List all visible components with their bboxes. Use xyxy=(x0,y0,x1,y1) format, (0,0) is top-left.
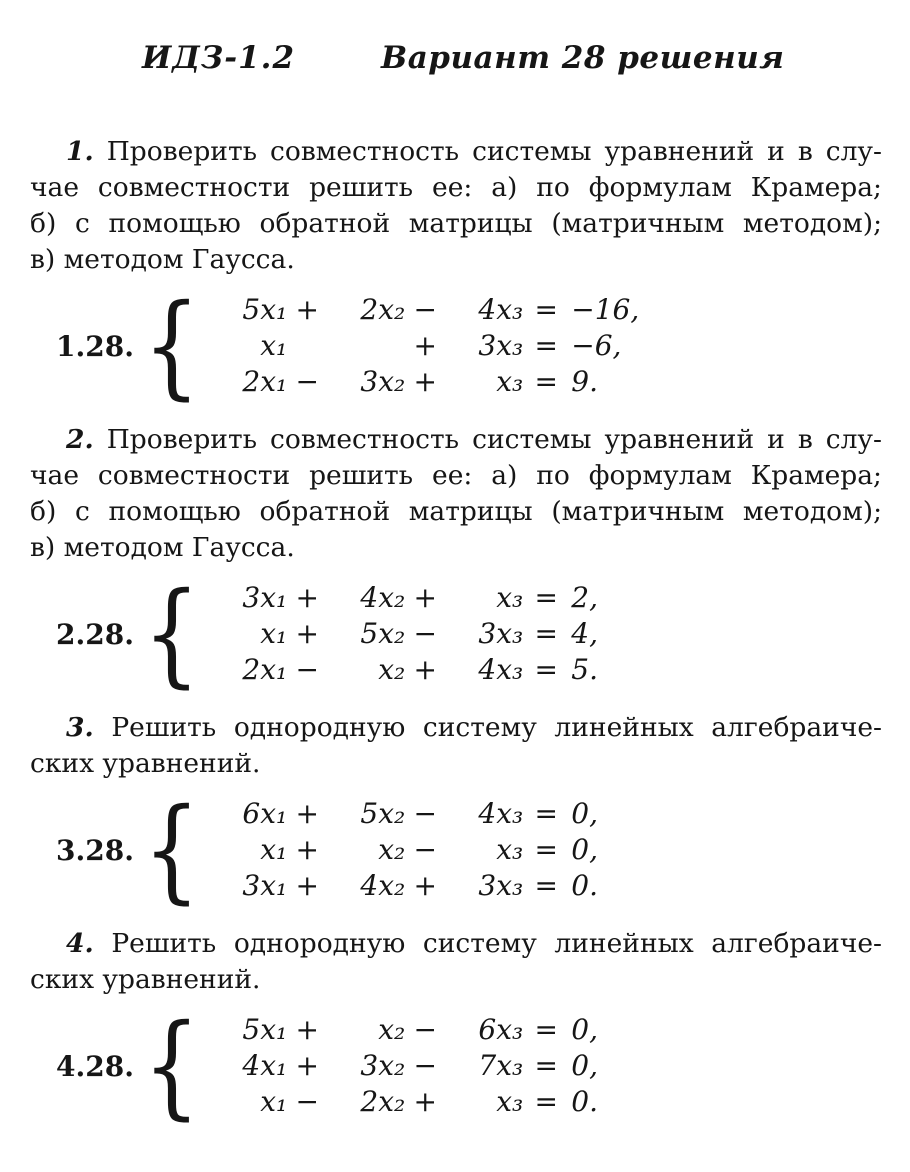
equation-cell: 4x₃ xyxy=(478,653,524,686)
problem-2-statement xyxy=(30,422,882,566)
equation-cell: 2x₁ xyxy=(242,653,288,686)
equation-cell: x₁ xyxy=(260,617,288,650)
equation-cell: 7x₃ xyxy=(478,1049,524,1082)
system-3-28 xyxy=(56,785,882,915)
equation-cell: 4x₂ xyxy=(360,869,406,902)
equation-cell: 3x₂ xyxy=(360,365,406,398)
equation-cell: − xyxy=(295,653,319,686)
equation-cell: + xyxy=(295,581,319,614)
equation-cell: − xyxy=(413,293,437,326)
equation-cell: 5x₂ xyxy=(360,797,406,830)
curly-brace-icon: { xyxy=(143,785,201,915)
paragraph-text: Решить однородную систему линейных алгебраиче- xyxy=(111,928,882,959)
equation-cell: + xyxy=(295,1049,319,1082)
equation-cell: x₂ xyxy=(378,833,406,866)
equation-cell: 5x₂ xyxy=(360,617,406,650)
paragraph-text: Проверить совместность системы уравнений и в слу- xyxy=(106,424,882,455)
equation-cell: 3x₃ xyxy=(478,869,524,902)
equation-cell: − xyxy=(413,1013,437,1046)
equation-cell: x₃ xyxy=(496,833,524,866)
equation-cell: − xyxy=(413,833,437,866)
document-header xyxy=(30,40,882,76)
equation-cell: + xyxy=(413,1085,437,1118)
equation-cell: 0. xyxy=(571,1085,598,1118)
equation-grid xyxy=(209,796,669,904)
equation-cell: 3x₃ xyxy=(478,617,524,650)
system-1-28 xyxy=(56,281,882,411)
equation-cell: 6x₁ xyxy=(242,797,288,830)
equation-cell: + xyxy=(295,833,319,866)
system-2-28 xyxy=(56,569,882,699)
equation-cell: 9. xyxy=(571,365,598,398)
equation-cell: = xyxy=(534,797,558,830)
equation-cell: + xyxy=(413,869,437,902)
equation-cell: = xyxy=(534,293,558,326)
equation-cell: 0, xyxy=(571,1049,598,1082)
equation-cell: = xyxy=(534,869,558,902)
equation-cell: 4x₂ xyxy=(360,581,406,614)
equation-cell: 4x₃ xyxy=(478,797,524,830)
equation-cell: + xyxy=(413,329,437,362)
equation-cell: 3x₁ xyxy=(242,869,288,902)
curly-brace-icon: { xyxy=(143,1001,201,1131)
equation-cell: 4x₃ xyxy=(478,293,524,326)
equation-cell: x₂ xyxy=(378,1013,406,1046)
equation-cell: 2x₂ xyxy=(360,293,406,326)
equation-cell: + xyxy=(295,869,319,902)
equation-cell: − xyxy=(413,797,437,830)
equation-cell: x₁ xyxy=(260,329,288,362)
equation-cell: + xyxy=(295,617,319,650)
equation-cell: = xyxy=(534,653,558,686)
problem-3-statement xyxy=(30,710,882,782)
equation-cell: 2x₂ xyxy=(360,1085,406,1118)
equation-cell: = xyxy=(534,329,558,362)
paragraph-line: б) с помощью обратной матрицы (матричным методом); xyxy=(30,208,882,239)
equation-cell: −6, xyxy=(571,329,622,362)
equation-cell: + xyxy=(413,653,437,686)
equation-cell: − xyxy=(295,365,319,398)
problem-number: 4. xyxy=(66,928,94,959)
equation-cell: 0, xyxy=(571,797,598,830)
equation-cell: 0, xyxy=(571,1013,598,1046)
equation-grid xyxy=(209,580,669,688)
problem-1-statement xyxy=(30,134,882,278)
equation-cell: 4, xyxy=(571,617,598,650)
paragraph-line: в) методом Гаусса. xyxy=(30,244,295,275)
equation-cell: + xyxy=(295,1013,319,1046)
equation-cell: 3x₁ xyxy=(242,581,288,614)
paragraph-text: Проверить совместность системы уравнений и в слу- xyxy=(106,136,882,167)
equation-cell: 3x₃ xyxy=(478,329,524,362)
equation-cell: − xyxy=(295,1085,319,1118)
equation-cell: 3x₂ xyxy=(360,1049,406,1082)
equation-cell: = xyxy=(534,581,558,614)
paragraph-text: Решить однородную систему линейных алгебраиче- xyxy=(111,712,882,743)
variant-title: Вариант 28 решения xyxy=(381,40,785,76)
equation-cell: 0. xyxy=(571,869,598,902)
equation-cell: 2, xyxy=(571,581,598,614)
equation-cell: + xyxy=(295,797,319,830)
problem-number: 2. xyxy=(66,424,94,455)
equation-cell: 5x₁ xyxy=(242,293,288,326)
equation-cell: + xyxy=(295,293,319,326)
curly-brace-icon: { xyxy=(143,569,201,699)
equation-cell: = xyxy=(534,365,558,398)
paragraph-line: чае совместности решить ее: а) по формулам Крамера; xyxy=(30,172,882,203)
equation-cell: x₃ xyxy=(496,1085,524,1118)
equation-grid xyxy=(209,292,669,400)
curly-brace-icon: { xyxy=(143,281,201,411)
problem-number: 3. xyxy=(66,712,94,743)
system-4-28 xyxy=(56,1001,882,1131)
equation-cell: x₃ xyxy=(496,581,524,614)
paragraph-line xyxy=(30,710,882,746)
equation-cell: = xyxy=(534,1013,558,1046)
paragraph-line xyxy=(30,422,882,458)
system-label: 3.28. xyxy=(56,833,134,867)
equation-cell: − xyxy=(413,1049,437,1082)
equation-cell: = xyxy=(534,1049,558,1082)
paragraph-line: в) методом Гаусса. xyxy=(30,532,295,563)
equation-cell: + xyxy=(413,581,437,614)
problem-number: 1. xyxy=(66,136,94,167)
paragraph-line xyxy=(30,926,882,962)
equation-cell: x₁ xyxy=(260,833,288,866)
equation-cell: 0, xyxy=(571,833,598,866)
system-label: 1.28. xyxy=(56,329,134,363)
equation-cell: 5. xyxy=(571,653,598,686)
equation-cell: x₂ xyxy=(378,653,406,686)
equation-cell: = xyxy=(534,833,558,866)
problem-4-statement xyxy=(30,926,882,998)
paragraph-line xyxy=(30,134,882,170)
equation-cell: 6x₃ xyxy=(478,1013,524,1046)
equation-cell: 2x₁ xyxy=(242,365,288,398)
system-label: 2.28. xyxy=(56,617,134,651)
paragraph-line: чае совместности решить ее: а) по формулам Крамера; xyxy=(30,460,882,491)
equation-cell: + xyxy=(413,365,437,398)
equation-cell: 4x₁ xyxy=(242,1049,288,1082)
paragraph-line: ских уравнений. xyxy=(30,748,261,779)
paragraph-line: б) с помощью обратной матрицы (матричным методом); xyxy=(30,496,882,527)
equation-grid xyxy=(209,1012,669,1120)
equation-cell: x₃ xyxy=(496,365,524,398)
equation-cell: 5x₁ xyxy=(242,1013,288,1046)
assignment-code: ИДЗ-1.2 xyxy=(142,40,296,76)
equation-cell: x₁ xyxy=(260,1085,288,1118)
equation-cell: −16, xyxy=(571,293,640,326)
equation-cell: − xyxy=(413,617,437,650)
equation-cell: = xyxy=(534,617,558,650)
system-label: 4.28. xyxy=(56,1049,134,1083)
paragraph-line: ских уравнений. xyxy=(30,964,261,995)
equation-cell: = xyxy=(534,1085,558,1118)
